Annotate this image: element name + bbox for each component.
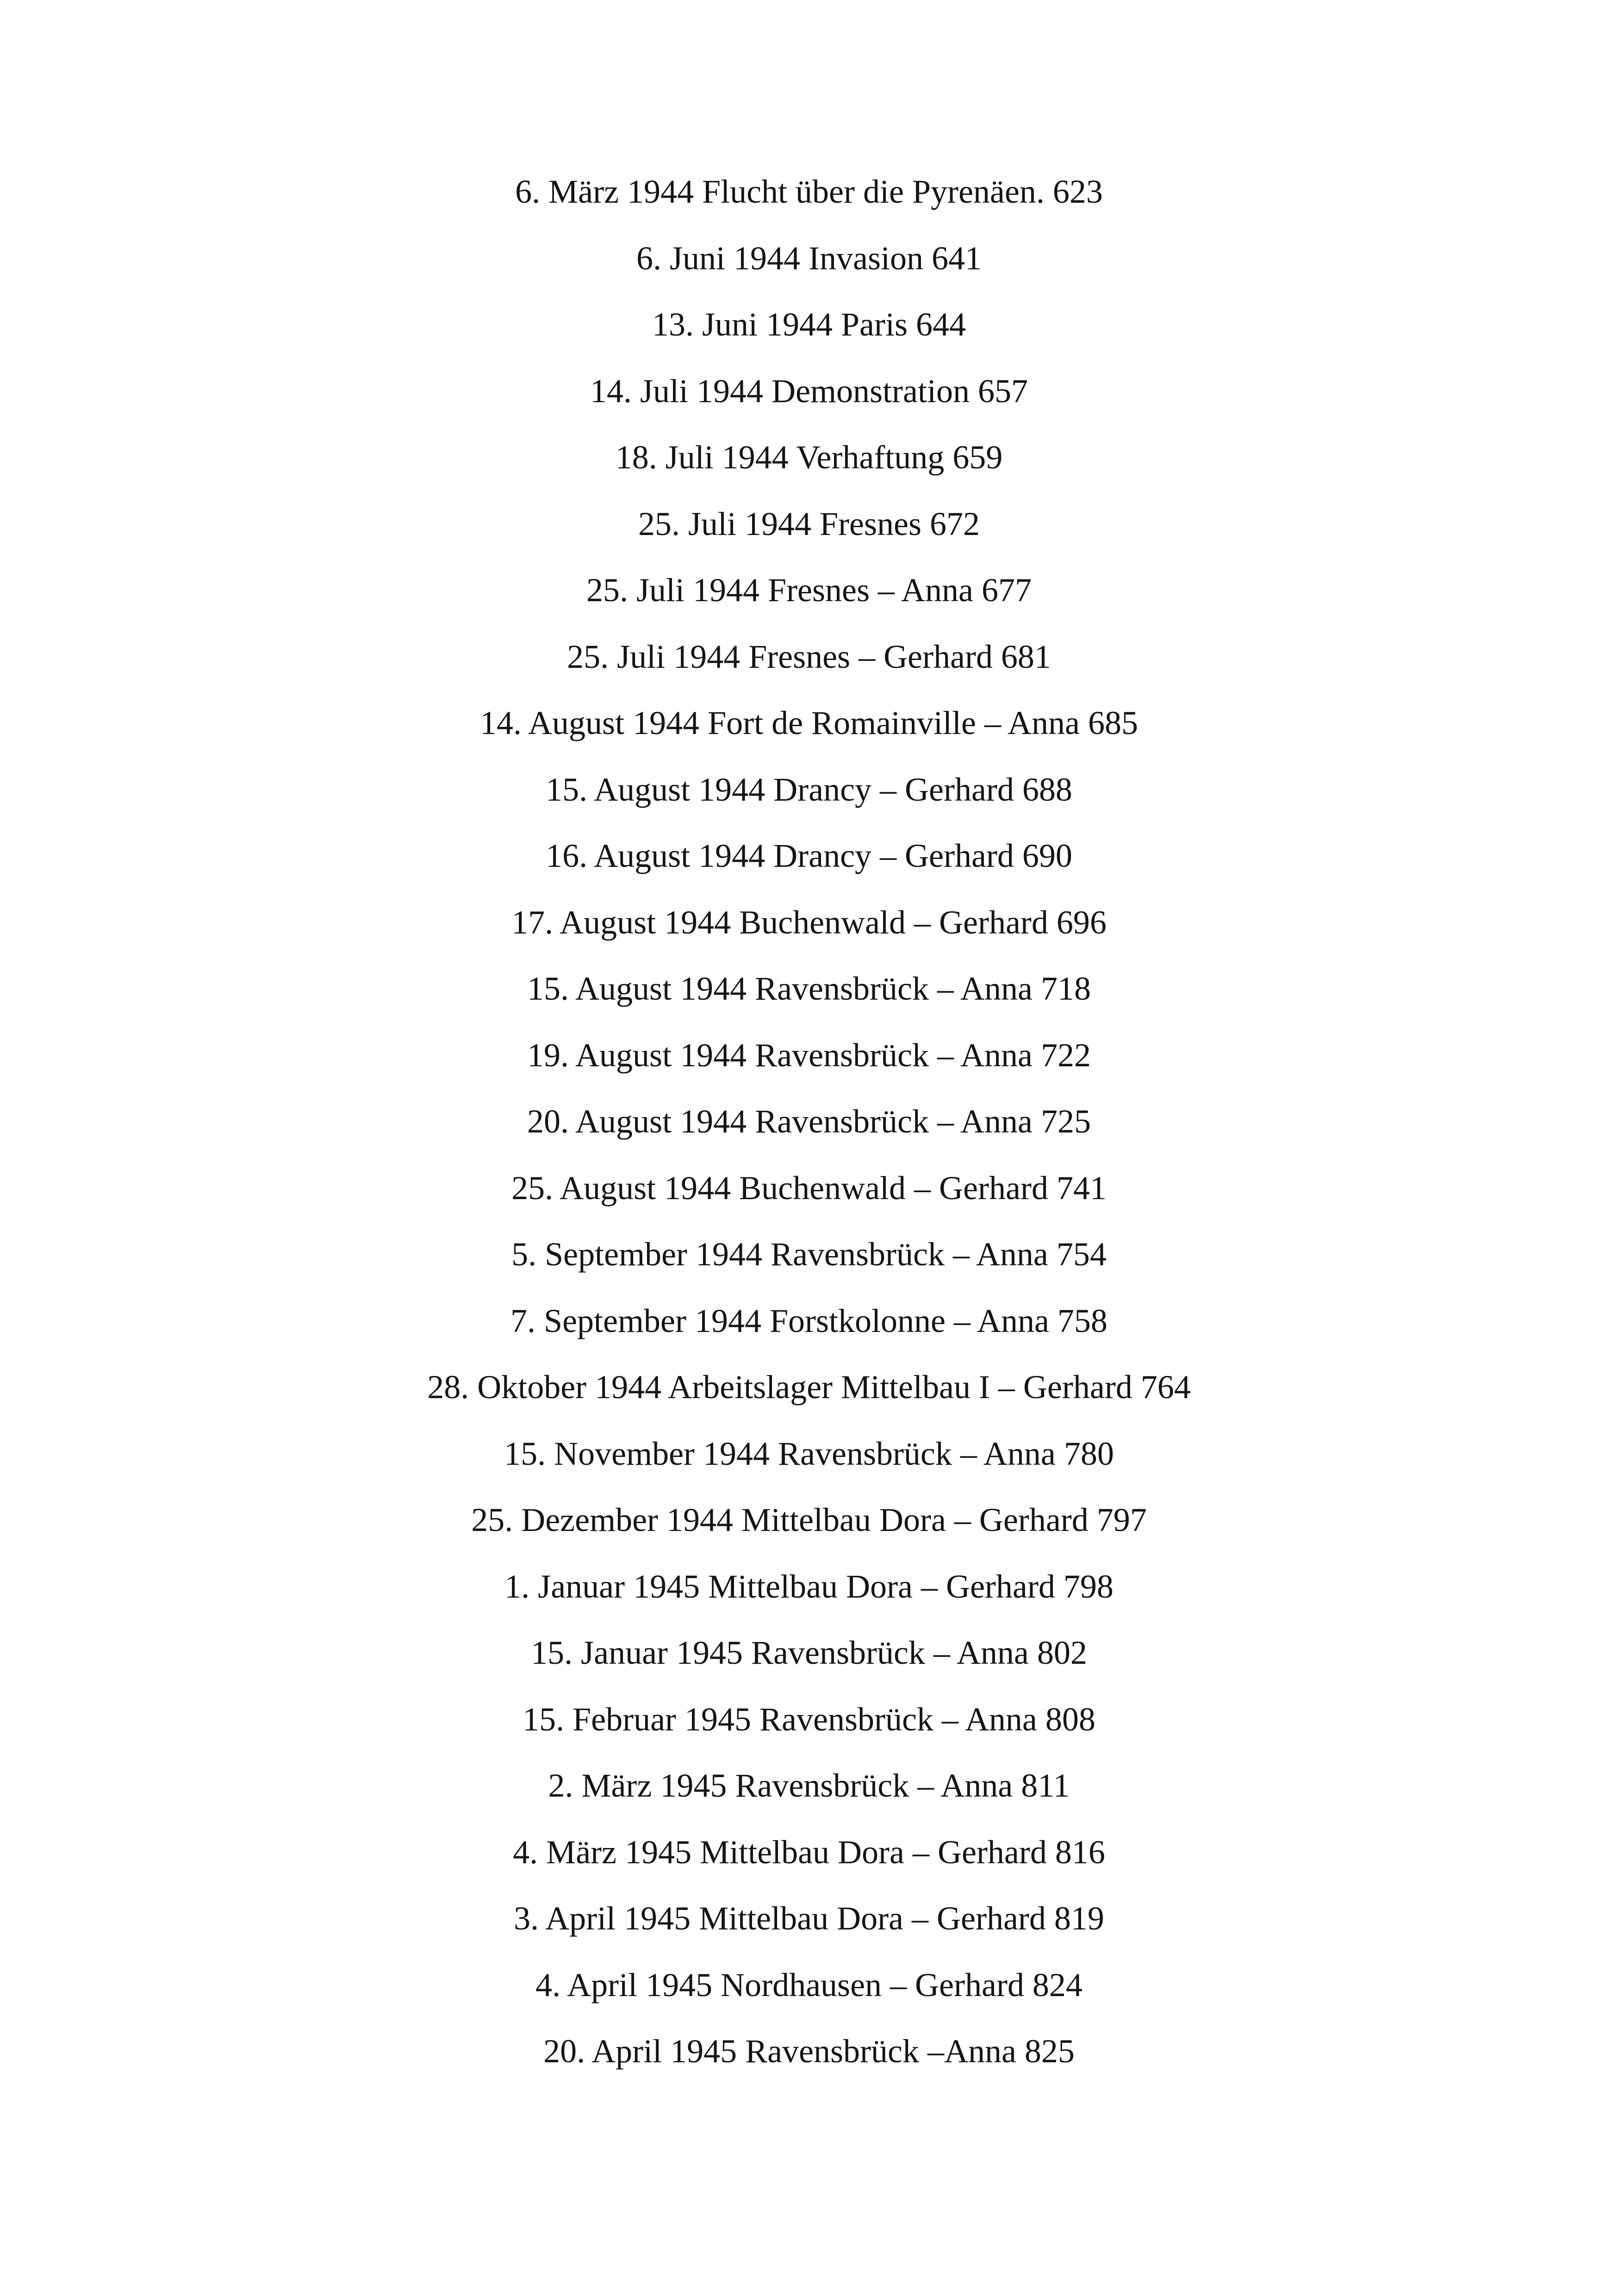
chapter-entry: 19. August 1944 Ravensbrück – Anna 722	[527, 1036, 1091, 1074]
chapter-entry: 15. August 1944 Drancy – Gerhard 688	[546, 771, 1072, 808]
chapter-entry: 4. März 1945 Mittelbau Dora – Gerhard 816	[513, 1833, 1105, 1871]
chapter-entry: 5. September 1944 Ravensbrück – Anna 754	[511, 1236, 1107, 1273]
chapter-entry: 3. April 1945 Mittelbau Dora – Gerhard 819	[514, 1900, 1104, 1937]
chapter-entry: 25. Juli 1944 Fresnes – Anna 677	[586, 572, 1032, 609]
chapter-entry: 15. November 1944 Ravensbrück – Anna 780	[504, 1435, 1114, 1472]
chapter-entry: 1. Januar 1945 Mittelbau Dora – Gerhard 798	[504, 1568, 1114, 1605]
chapter-entry: 4. April 1945 Nordhausen – Gerhard 824	[535, 1966, 1083, 2004]
chapter-entry: 17. August 1944 Buchenwald – Gerhard 696	[511, 903, 1107, 941]
chapter-entry: 15. Januar 1945 Ravensbrück – Anna 802	[531, 1634, 1087, 1671]
chapter-entry: 14. Juli 1944 Demonstration 657	[590, 372, 1028, 410]
chapter-entry: 16. August 1944 Drancy – Gerhard 690	[546, 837, 1072, 874]
chapter-entry: 6. Juni 1944 Invasion 641	[636, 239, 982, 277]
chapter-entry: 25. Juli 1944 Fresnes – Gerhard 681	[567, 638, 1051, 675]
chapter-entry: 28. Oktober 1944 Arbeitslager Mittelbau I – Gerhard 764	[427, 1369, 1191, 1406]
chapter-list	[0, 159, 1618, 2085]
chapter-entry: 20. April 1945 Ravensbrück –Anna 825	[543, 2033, 1075, 2070]
chapter-entry: 14. August 1944 Fort de Romainville – Anna 685	[480, 704, 1138, 741]
chapter-entry: 15. Februar 1945 Ravensbrück – Anna 808	[523, 1700, 1095, 1738]
chapter-entry: 13. Juni 1944 Paris 644	[652, 306, 966, 343]
chapter-entry: 2. März 1945 Ravensbrück – Anna 811	[548, 1767, 1070, 1804]
chapter-entry: 7. September 1944 Forstkolonne – Anna 758	[510, 1302, 1108, 1339]
chapter-entry: 25. August 1944 Buchenwald – Gerhard 741	[511, 1169, 1107, 1207]
chapter-entry: 25. Dezember 1944 Mittelbau Dora – Gerhard 797	[471, 1501, 1147, 1538]
chapter-entry: 6. März 1944 Flucht über die Pyrenäen. 623	[515, 173, 1103, 210]
chapter-entry: 20. August 1944 Ravensbrück – Anna 725	[527, 1103, 1091, 1140]
chapter-entry: 18. Juli 1944 Verhaftung 659	[615, 439, 1003, 476]
chapter-entry: 15. August 1944 Ravensbrück – Anna 718	[527, 970, 1091, 1007]
chapter-entry: 25. Juli 1944 Fresnes 672	[638, 505, 980, 542]
